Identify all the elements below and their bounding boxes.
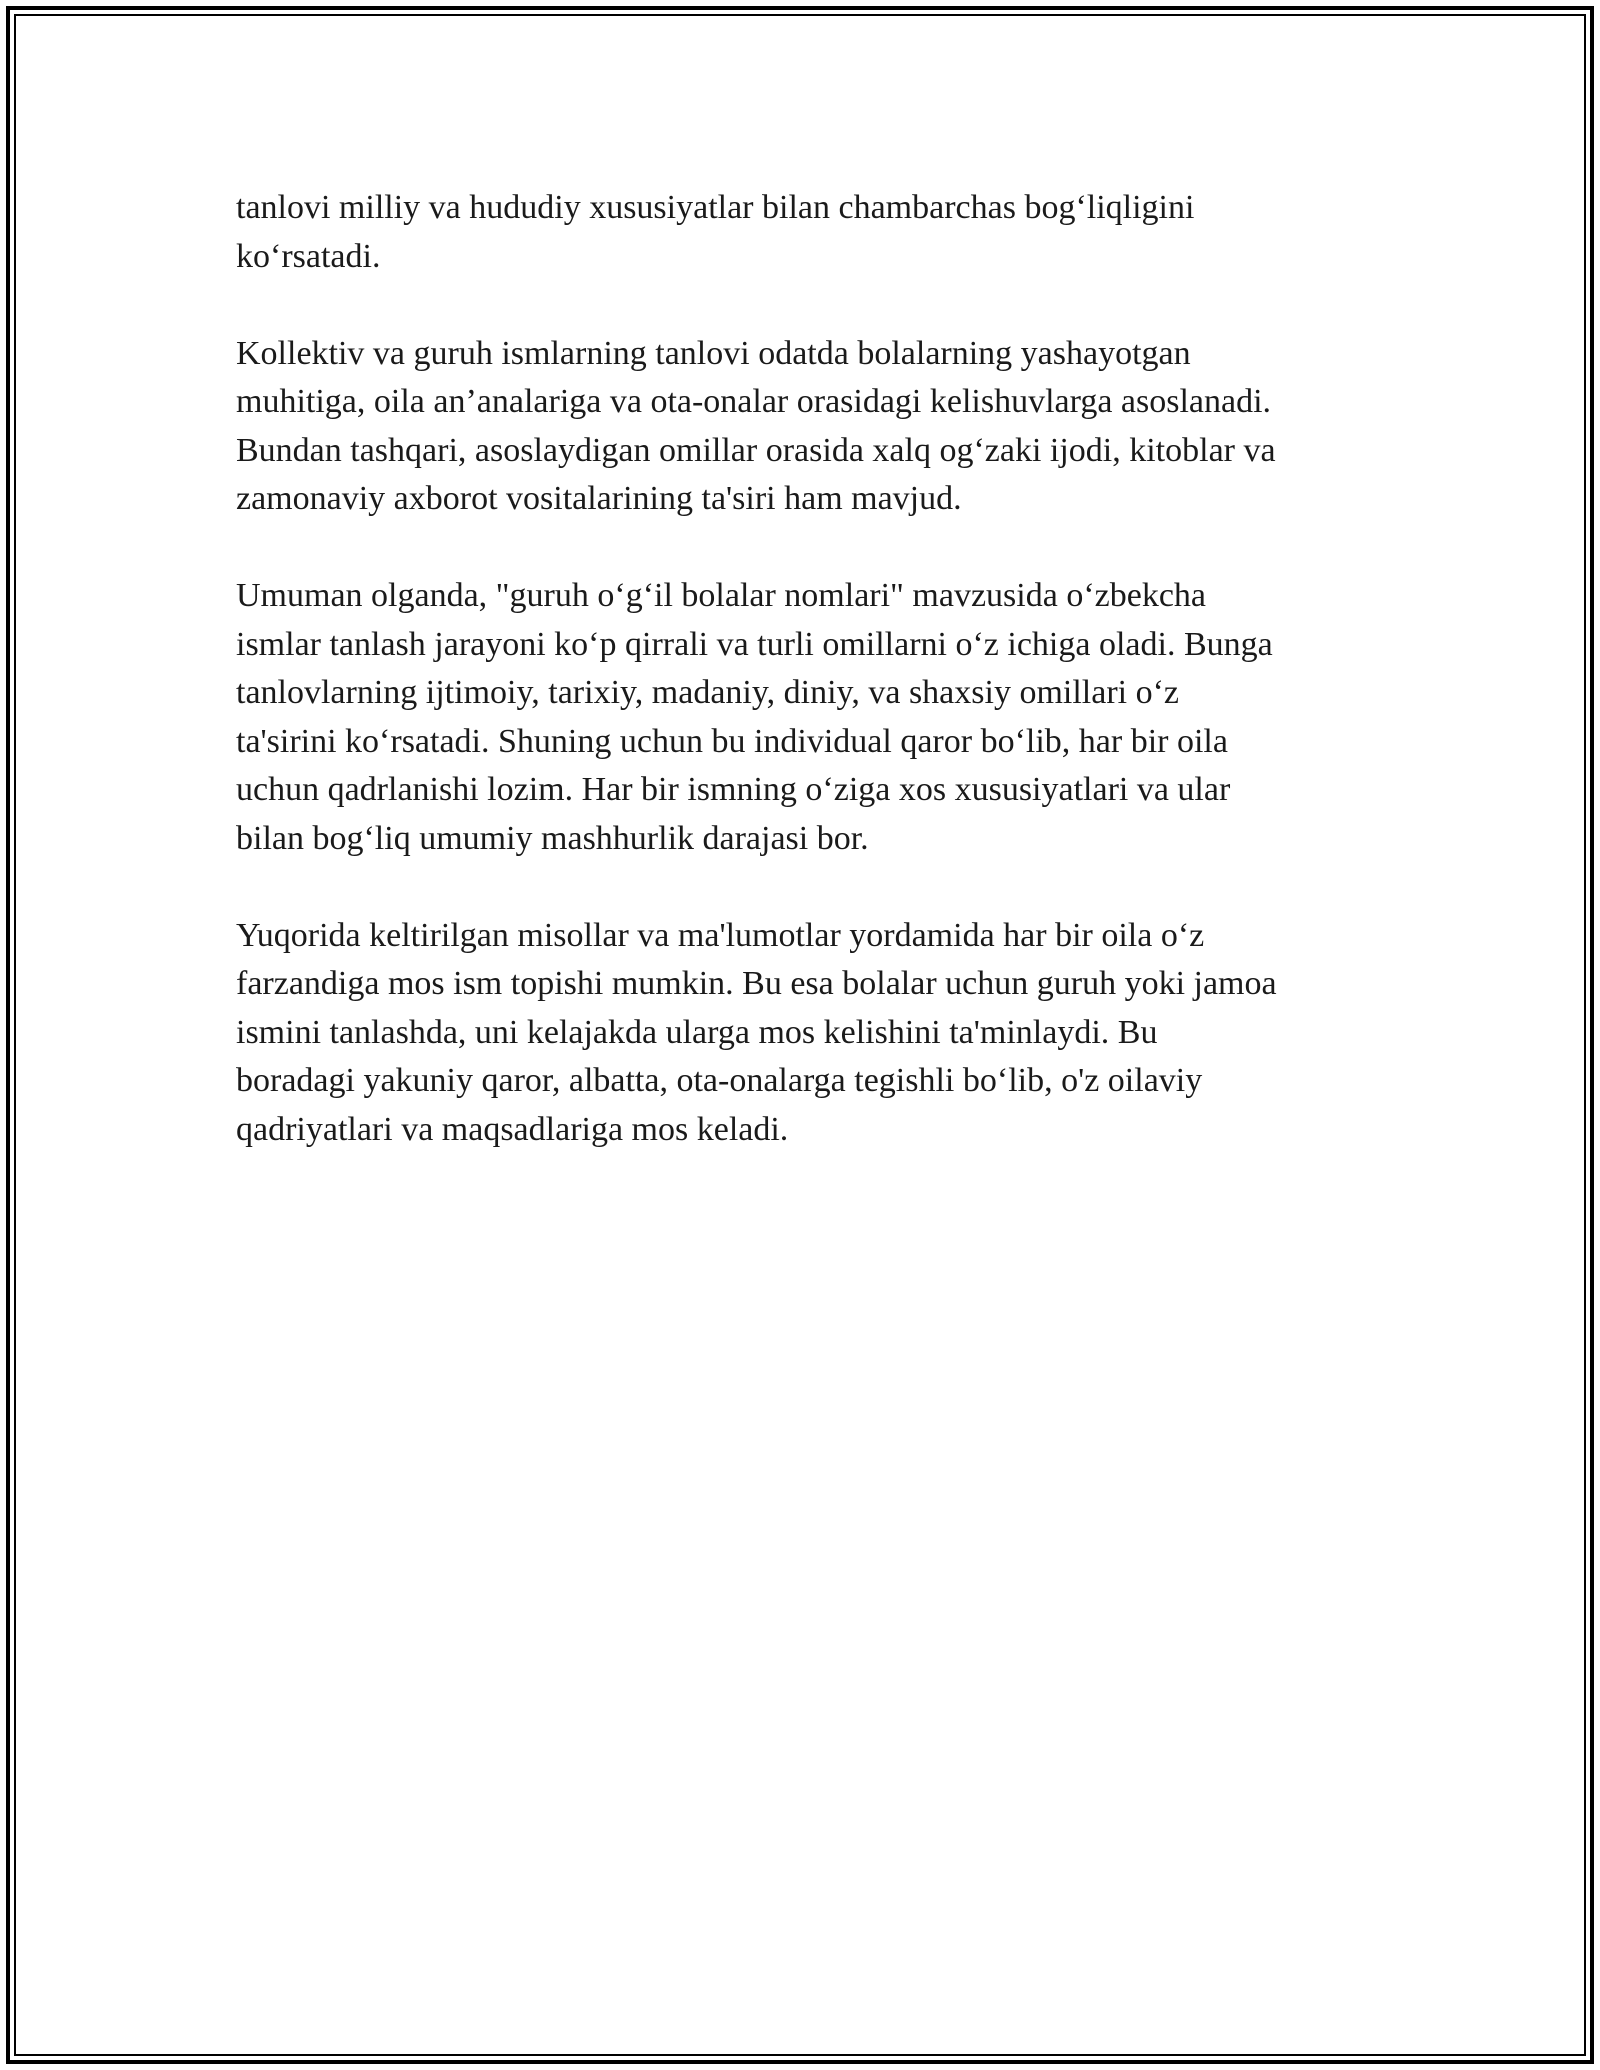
document-body	[236, 184, 1376, 1203]
text-line: Kollektiv va guruh ismlarning tanlovi odatda bolalarning yashayotgan	[236, 334, 1191, 372]
text-line: boradagi yakuniy qaror, albatta, ota-onalarga tegishli bo‘lib, o'z oilaviy	[236, 1062, 1203, 1099]
text-line: ismlar tanlash jarayoni ko‘p qirrali va turli omillarni o‘z ichiga oladi. Bunga	[236, 625, 1273, 663]
paragraph-1	[236, 184, 1376, 281]
paragraph-3	[236, 572, 1376, 863]
text-line: ismini tanlashda, uni kelajakda ularga mos kelishini ta'minlaydi. Bu	[236, 1013, 1158, 1051]
text-line: Yuqorida keltirilgan misollar va ma'lumotlar yordamida har bir oila o‘z	[236, 916, 1205, 954]
text-line: zamonaviy axborot vositalarining ta'siri ham mavjud.	[236, 480, 962, 517]
text-line: tanlovi milliy va hududiy xususiyatlar bilan chambarchas bog‘liqligini	[236, 189, 1195, 226]
text-line: uchun qadrlanishi lozim. Har bir ismning o‘ziga xos xususiyatlari va ular	[236, 771, 1231, 808]
text-line: ta'sirini ko‘rsatadi. Shuning uchun bu individual qaror bo‘lib, har bir oila	[236, 722, 1228, 760]
text-line: bilan bog‘liq umumiy mashhurlik darajasi bor.	[236, 819, 869, 857]
text-line: ko‘rsatadi.	[236, 237, 381, 275]
text-line: farzandiga mos ism topishi mumkin. Bu esa bolalar uchun guruh yoki jamoa	[236, 965, 1277, 1002]
paragraph-4	[236, 912, 1376, 1155]
text-line: muhitiga, oila an’analariga va ota-onalar orasidagi kelishuvlarga asoslanadi.	[236, 383, 1272, 420]
text-line: Umuman olganda, "guruh o‘g‘il bolalar nomlari" mavzusida o‘zbekcha	[236, 577, 1207, 614]
text-line: tanlovlarning ijtimoiy, tarixiy, madaniy, diniy, va shaxsiy omillari o‘z	[236, 674, 1180, 711]
text-line: Bundan tashqari, asoslaydigan omillar orasida xalq og‘zaki ijodi, kitoblar va	[236, 431, 1276, 469]
text-line: qadriyatlari va maqsadlariga mos keladi.	[236, 1110, 789, 1148]
paragraph-2	[236, 330, 1376, 524]
